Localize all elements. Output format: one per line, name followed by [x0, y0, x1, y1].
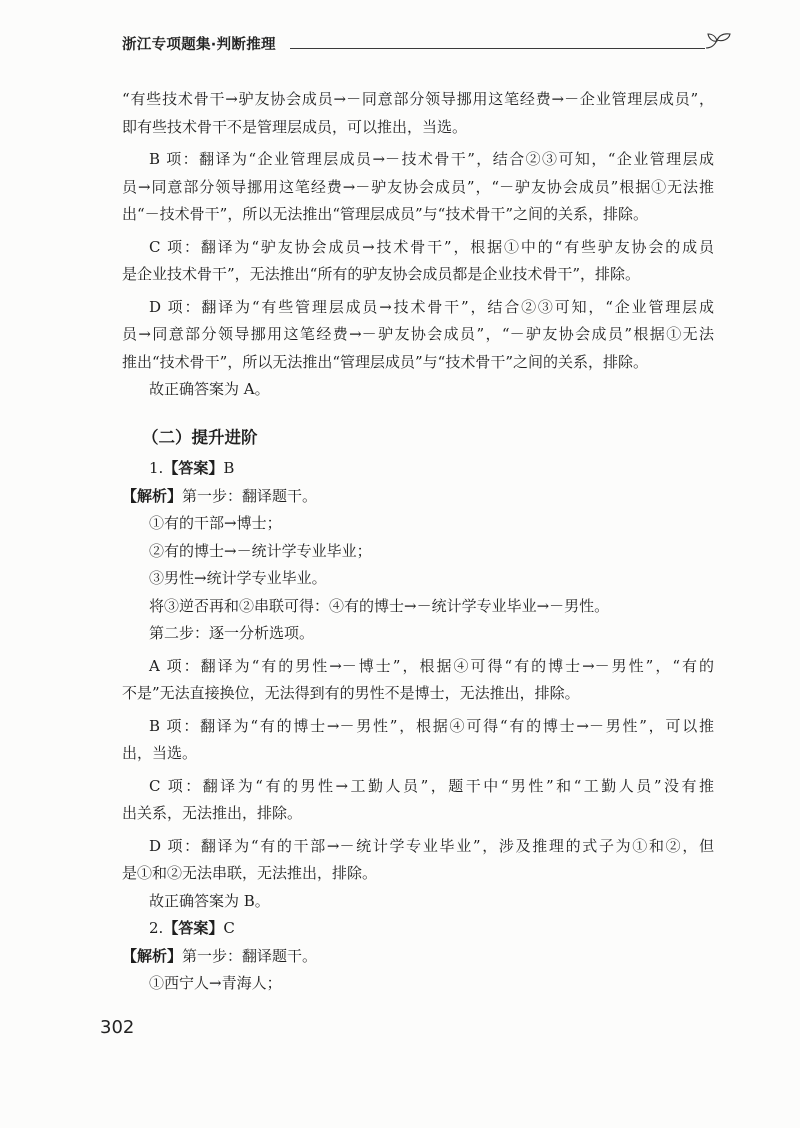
q1-premise: ②有的博士→－统计学专业毕业；	[149, 541, 372, 560]
text-line: B 项：翻译为“企业管理层成员→－技术骨干”，结合②③可知，“企业管理层成	[149, 150, 714, 168]
page-number: 302	[100, 1017, 135, 1038]
paragraph-q1-option-d	[122, 833, 714, 888]
paragraph-q1-option-a	[122, 653, 714, 708]
text-line: 员→同意部分领导挪用这笔经费→－驴友协会成员”，“－驴友协会成员”根据①无法推	[122, 177, 714, 196]
q2-premise: ①西宁人→青海人；	[149, 974, 282, 992]
text-line: “有些技术骨干→驴友协会成员→－同意部分领导挪用这笔经费→－企业管理层成员”，	[122, 90, 714, 108]
running-header	[122, 33, 732, 59]
q2-answer-line	[122, 915, 714, 943]
text-line: A 项：翻译为“有的男性→－博士”，根据④可得“有的博士→－男性”，“有的	[149, 656, 714, 675]
header-rule	[290, 48, 705, 49]
text-line: 不是”无法直接换位，无法得到有的男性不是博士，无法推出，排除。	[122, 684, 580, 702]
analysis-label: 【解析】	[122, 486, 183, 505]
book-title: 浙江专项题集·判断推理	[122, 37, 276, 53]
page-body	[122, 86, 714, 998]
analysis-label: 【解析】	[122, 946, 183, 965]
paragraph-prev-option-c	[122, 234, 714, 289]
text-line: C 项：翻译为“有的男性→工勤人员”，题干中“男性”和“工勤人员”没有推	[149, 776, 714, 795]
paragraph-prev-option-b	[122, 146, 714, 229]
text-line: 出“－技术骨干”，所以无法推出“管理层成员”与“技术骨干”之间的关系，排除。	[122, 205, 649, 223]
q1-analysis-line	[122, 483, 714, 511]
q1-step2: 第二步：逐一分析选项。	[149, 624, 315, 642]
q1-number: 1.	[149, 459, 164, 477]
q1-answer: B	[223, 459, 235, 477]
text-line: 是企业技术骨干”，无法推出“所有的驴友协会成员都是企业技术骨干”，排除。	[122, 265, 641, 283]
sprout-icon	[704, 31, 732, 53]
text-line: D 项：翻译为“有的干部→－统计学专业毕业”，涉及推理的式子为①和②，但	[149, 836, 714, 855]
q1-answer-line	[122, 455, 714, 483]
q1-step1: 第一步：翻译题干。	[182, 486, 318, 505]
text-line: B 项：翻译为“有的博士→－男性”，根据④可得“有的博士→－男性”，可以推	[149, 716, 714, 735]
text-line: 出，当选。	[122, 744, 198, 762]
q2-analysis-line	[122, 943, 714, 971]
text-line: 推出“技术骨干”，所以无法推出“管理层成员”与“技术骨干”之间的关系，排除。	[122, 352, 649, 371]
section-heading: （二）提升进阶	[142, 427, 258, 447]
text-line: D 项：翻译为“有些管理层成员→技术骨干”，结合②③可知，“企业管理层成	[149, 297, 714, 316]
q2-number: 2.	[149, 919, 164, 937]
text-line: 出关系，无法推出，排除。	[122, 804, 303, 822]
text-line: 即有些技术骨干不是管理层成员，可以推出，当选。	[122, 117, 468, 136]
q1-conclusion: 故正确答案为 B。	[149, 891, 270, 910]
paragraph-q1-option-c	[122, 773, 714, 828]
paragraph-q1-option-b	[122, 713, 714, 768]
prev-conclusion: 故正确答案为 A。	[149, 380, 270, 398]
text-line: 是①和②无法串联，无法推出，排除。	[122, 864, 378, 882]
text-line: 员→同意部分领导挪用这笔经费→－驴友协会成员”，“－驴友协会成员”根据①无法	[122, 325, 714, 343]
q1-chain: 将③逆否再和②串联可得：④有的博士→－统计学专业毕业→－男性。	[149, 596, 610, 615]
answer-label: 【答案】	[163, 459, 224, 477]
q2-step1: 第一步：翻译题干。	[182, 946, 318, 965]
text-line: C 项：翻译为“驴友协会成员→技术骨干”，根据①中的“有些驴友协会的成员	[149, 237, 714, 256]
paragraph-prev-continuation	[122, 86, 714, 141]
q2-answer: C	[223, 919, 235, 937]
q1-premise: ①有的干部→博士；	[149, 514, 282, 532]
answer-label: 【答案】	[163, 919, 224, 937]
q1-premise: ③男性→统计学专业毕业。	[149, 569, 327, 587]
paragraph-prev-option-d	[122, 294, 714, 377]
